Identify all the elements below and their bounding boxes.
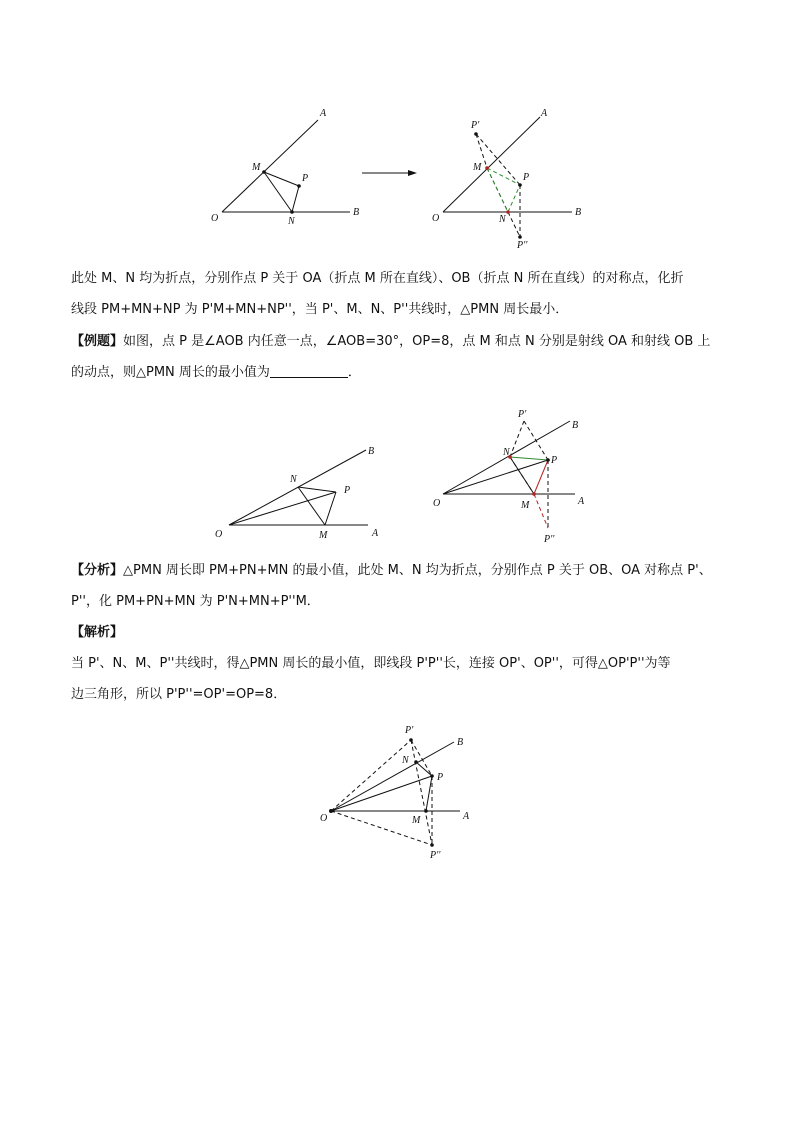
- label-o: O: [320, 813, 328, 824]
- point-p: [430, 774, 434, 778]
- point-n: [290, 210, 294, 214]
- figure-1-left-diagram: [222, 120, 350, 212]
- explanation-line-1: 此处 M、N 均为折点，分别作点 P 关于 OA（折点 M 所在直线）、OB（折点 N 所在直线）的对称点，化折: [71, 271, 684, 286]
- point-n: [506, 210, 510, 214]
- point-p-double-prime: [430, 843, 434, 847]
- analysis-line-1: △PMN 周长即 PM+PN+MN 的最小值，此处 M、N 均为折点，分别作点 P 关于 OB、OA 对称点 P'、: [123, 563, 712, 578]
- label-p-double-prime: P'': [517, 240, 528, 251]
- label-m: M: [473, 162, 482, 173]
- point-m: [532, 492, 536, 496]
- label-a: A: [320, 108, 327, 119]
- figure-3: [310, 715, 490, 865]
- point-p: [518, 183, 522, 187]
- label-n: N: [288, 216, 295, 227]
- label-n: N: [402, 755, 409, 766]
- label-a: A: [578, 496, 585, 507]
- point-m: [485, 166, 489, 170]
- label-b: B: [457, 737, 464, 748]
- label-p: P: [437, 772, 444, 783]
- label-p-prime: P': [518, 409, 527, 420]
- label-m: M: [319, 530, 328, 541]
- label-a: A: [463, 811, 470, 822]
- figure-2-right-diagram: [443, 421, 575, 528]
- label-n: N: [290, 474, 297, 485]
- example-paragraph: [71, 326, 731, 388]
- label-o: O: [432, 213, 440, 224]
- label-b: B: [572, 420, 579, 431]
- point-p-double-prime: [518, 235, 522, 239]
- point-p-prime: [409, 738, 413, 742]
- label-p-double-prime: P'': [544, 534, 555, 545]
- explanation-line-2: 线段 PM+MN+NP 为 P'M+MN+NP''，当 P'、M、N、P''共线时，△PMN 周长最小．: [71, 302, 569, 317]
- point-m: [424, 809, 428, 813]
- example-tag: 【例题】: [71, 334, 124, 349]
- label-p: P: [551, 455, 558, 466]
- label-o: O: [211, 213, 219, 224]
- point-p: [546, 458, 550, 462]
- example-line-1: 如图，点 P 是∠AOB 内任意一点，∠AOB=30°，OP=8，点 M 和点 N 分别是射线 OA 和射线 OB 上: [123, 334, 711, 349]
- label-p: P: [302, 173, 309, 184]
- figure-2: [205, 400, 605, 550]
- label-p-double-prime: P'': [430, 850, 441, 861]
- label-b: B: [353, 207, 360, 218]
- figure-1-right-diagram: [443, 117, 572, 237]
- label-m: M: [412, 815, 421, 826]
- label-n: N: [503, 447, 510, 458]
- point-m: [262, 170, 266, 174]
- point-p: [297, 184, 301, 188]
- solution-line-2: 边三角形，所以 P'P''=OP'=OP=8．: [71, 687, 287, 702]
- label-m: M: [252, 162, 261, 173]
- point-o: [329, 809, 333, 813]
- explanation-paragraph: [71, 263, 731, 325]
- label-a: A: [541, 108, 548, 119]
- label-p-prime: P': [471, 120, 480, 131]
- label-b: B: [368, 446, 375, 457]
- label-n: N: [499, 214, 506, 225]
- analysis-line-2: P''，化 PM+PN+MN 为 P'N+MN+P''M．: [71, 594, 320, 609]
- answer-blank: [270, 363, 348, 378]
- example-end: ．: [347, 365, 361, 380]
- solution-paragraph: [71, 617, 731, 710]
- point-n: [414, 760, 418, 764]
- figure-1: [190, 95, 610, 255]
- analysis-paragraph: [71, 555, 731, 617]
- point-p-prime: [474, 132, 478, 136]
- label-p: P: [523, 172, 530, 183]
- solution-line-1: 当 P'、N、M、P''共线时，得△PMN 周长的最小值，即线段 P'P''长，连接 OP'、OP''，可得△OP'P''为等: [71, 656, 671, 671]
- transform-arrow: [362, 170, 417, 176]
- label-p-prime: P': [405, 725, 414, 736]
- solution-tag: 【解析】: [71, 625, 124, 640]
- label-p: P: [344, 485, 351, 496]
- example-line-2: 的动点，则△PMN 周长的最小值为: [71, 365, 270, 380]
- label-b: B: [575, 207, 582, 218]
- analysis-tag: 【分析】: [71, 563, 124, 578]
- label-o: O: [215, 529, 223, 540]
- label-a: A: [372, 528, 379, 539]
- label-o: O: [433, 498, 441, 509]
- label-m: M: [521, 500, 530, 511]
